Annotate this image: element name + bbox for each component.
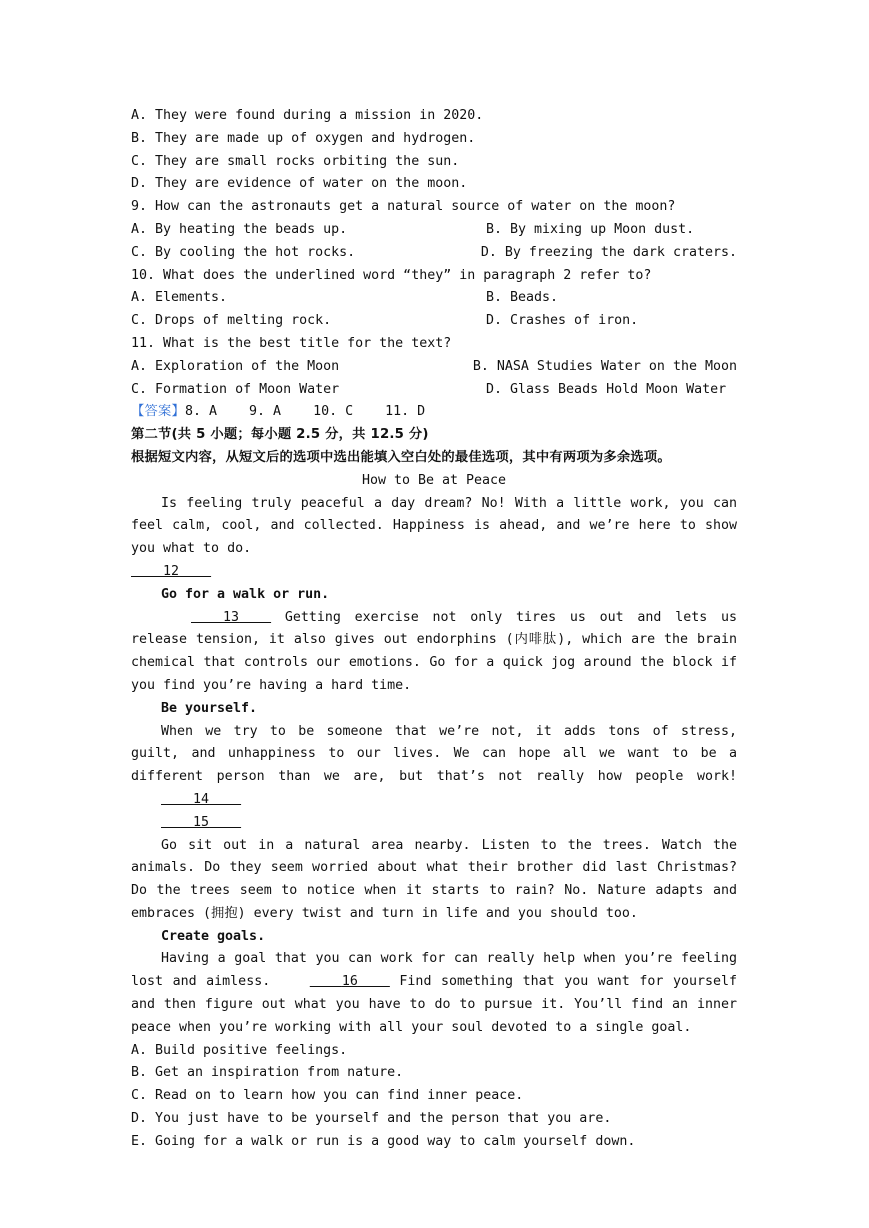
q9-option-d: D. By freezing the dark craters. [480, 244, 737, 260]
blank-12: 12 [163, 563, 180, 579]
section-instruction: 根据短文内容，从短文后的选项中选出能填入空白处的最佳选项，其中有两项为多余选项。 [131, 449, 671, 465]
q10-options-row1 [131, 287, 737, 310]
blank-13: 13 [223, 609, 240, 625]
option-b: B. Get an inspiration from nature. [131, 1065, 404, 1081]
heading-create-goals: Create goals. [161, 928, 266, 944]
heading-walk-or-run: Go for a walk or run. [161, 586, 330, 602]
option-a: A. Build positive feelings. [131, 1042, 348, 1058]
q8-option-c: C. They are small rocks orbiting the sun. [131, 153, 460, 169]
blank-14: 14 [193, 791, 210, 807]
q8-option-a: A. They were found during a mission in 2020. [131, 108, 484, 123]
blank-15-line [131, 812, 737, 835]
q11-options-row1 [131, 356, 737, 379]
q11-option-d: D. Glass Beads Hold Moon Water [486, 381, 727, 397]
paragraph-be-yourself: When we try to be someone that we’re not, it adds tons of stress, guilt, and unhappiness to our lives. We can hope all we want to be a different person than we are, but that’s not really how people work! 14 [131, 721, 737, 812]
answer-line [131, 401, 737, 424]
section-heading: 第二节(共 5 小题；每小题 2.5 分，共 12.5 分) [131, 427, 429, 443]
q9-options-row2 [131, 242, 737, 265]
paragraph-nature: Go sit out in a natural area nearby. Listen to the trees. Watch the animals. Do they seem worried about what their brother did last Christmas? Do the trees seem to notice when it starts to rain? No. Nature adapts and embraces (拥抱) every twist and turn in life and you should too. [131, 837, 737, 921]
q10-options-row2 [131, 310, 737, 333]
q10-option-c: C. Drops of melting rock. [131, 313, 332, 329]
q10-option-b: B. Beads. [486, 290, 559, 306]
q8-option-b: B. They are made up of oxygen and hydrogen. [131, 130, 476, 146]
passage-title: How to Be at Peace [361, 472, 507, 488]
answer-tag: 【答案】 [131, 404, 185, 420]
q11-options-row2 [131, 379, 737, 402]
q9-option-a: A. By heating the beads up. [131, 221, 348, 237]
paragraph-exercise: 13 Getting exercise not only tires us out and lets us release tension, it also gives out endorphins (内啡肽), which are the brain chemical that controls our emotions. Go for a quick jog around the block if you find you’re having a hard time. [131, 607, 737, 698]
intro-paragraph: Is feeling truly peaceful a day dream? No! With a little work, you can feel calm, cool, and collected. Happiness is ahead, and we’re here to show you what to do. [131, 495, 737, 557]
q11-option-c: C. Formation of Moon Water [131, 381, 340, 397]
q8-option-d: D. They are evidence of water on the moon. [131, 176, 468, 192]
blank-16: 16 [341, 974, 358, 990]
option-d: D. You just have to be yourself and the person that you are. [131, 1111, 612, 1127]
q10-question: 10. What does the underlined word “they” in paragraph 2 refer to? [131, 267, 652, 283]
option-c: C. Read on to learn how you can find inner peace. [131, 1088, 524, 1104]
paragraph-goals: Having a goal that you can work for can really help when you’re feeling lost and aimless. 16 Find something that you want for yourself and then figure out what you have to do to pursue it. You’ll find an inner peace when you’re working with all your soul devoted to a single goal. [131, 951, 737, 1035]
option-e: E. Going for a walk or run is a good way to calm yourself down. [131, 1133, 636, 1149]
q9-options-row1 [131, 219, 737, 242]
q9-option-c: C. By cooling the hot rocks. [131, 244, 356, 260]
blank-12-line [131, 561, 737, 584]
q11-option-b: B. NASA Studies Water on the Moon [472, 358, 737, 374]
q9-question: 9. How can the astronauts get a natural source of water on the moon? [131, 199, 676, 215]
q11-option-a: A. Exploration of the Moon [131, 358, 340, 374]
blank-15: 15 [193, 814, 210, 830]
q10-option-d: D. Crashes of iron. [486, 313, 639, 329]
heading-be-yourself: Be yourself. [161, 700, 258, 716]
q9-option-b: B. By mixing up Moon dust. [486, 221, 695, 237]
q10-option-a: A. Elements. [131, 290, 228, 306]
answer-text: 8. A 9. A 10. C 11. D [185, 404, 426, 420]
q11-question: 11. What is the best title for the text? [131, 335, 452, 351]
document-page [131, 105, 737, 1154]
